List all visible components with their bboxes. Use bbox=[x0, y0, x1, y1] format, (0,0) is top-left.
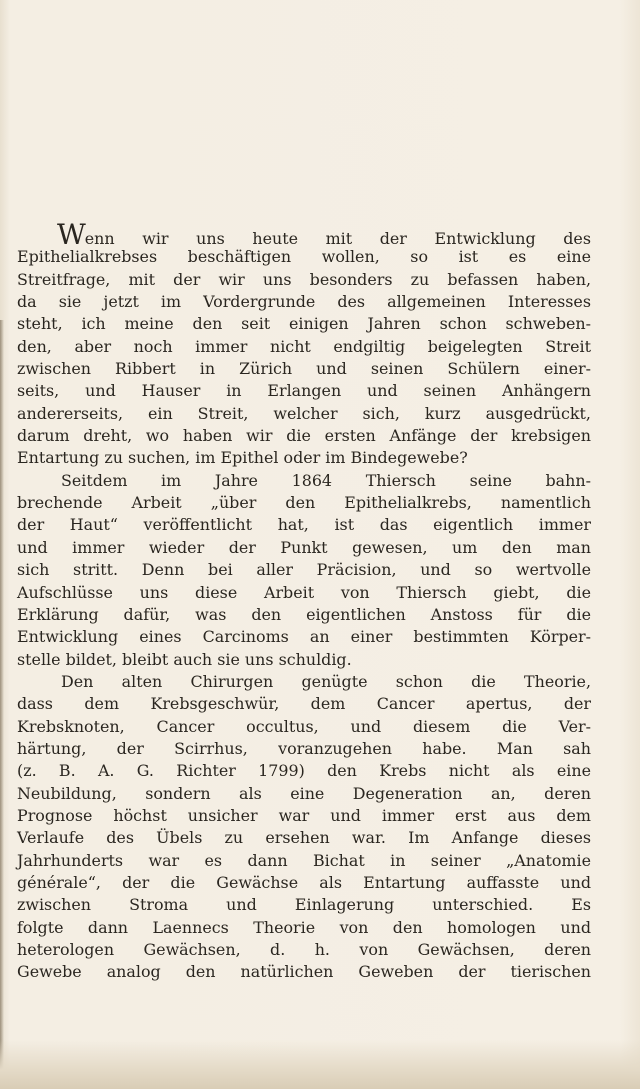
first-line-rest: enn wir uns heute mit der Entwicklung des bbox=[84, 229, 591, 248]
text-line: Prognose höchst unsicher war und immer erst aus dem bbox=[17, 805, 591, 825]
text-line: brechende Arbeit „über den Epithelialkrebs, namentlich bbox=[17, 493, 591, 513]
text-line bbox=[17, 218, 591, 251]
text-line: andererseits, ein Streit, welcher sich, kurz ausgedrückt, bbox=[17, 403, 591, 423]
text-line: seits, und Hauser in Erlangen und seinen Anhängern bbox=[17, 381, 591, 401]
text-line: zwischen Stroma und Einlagerung unterschied. Es bbox=[17, 895, 591, 915]
text-line: (z. B. A. G. Richter 1799) den Krebs nicht als eine bbox=[17, 761, 591, 781]
text-line: Entartung zu suchen, im Epithel oder im Bindegewebe? bbox=[17, 448, 468, 468]
text-line: Verlaufe des Übels zu ersehen war. Im Anfange dieses bbox=[17, 828, 591, 848]
text-line: folgte dann Laennecs Theorie von den homologen und bbox=[17, 917, 591, 937]
text-line: und immer wieder der Punkt gewesen, um den man bbox=[17, 537, 591, 557]
drop-initial: W bbox=[57, 218, 85, 251]
text-line: Erklärung dafür, was den eigentlichen Anstoss für die bbox=[17, 604, 591, 624]
text-line: zwischen Ribbert in Zürich und seinen Schülern einer- bbox=[17, 359, 591, 379]
text-line: härtung, der Scirrhus, voranzugehen habe. Man sah bbox=[17, 738, 591, 758]
text-line: darum dreht, wo haben wir die ersten Anfänge der krebsigen bbox=[17, 426, 591, 446]
text-line: générale“, der die Gewächse als Entartung auffasste und bbox=[17, 872, 591, 892]
text-line: Entwicklung eines Carcinoms an einer bestimmten Körper- bbox=[17, 627, 591, 647]
text-line: Seitdem im Jahre 1864 Thiersch seine bahn- bbox=[61, 470, 591, 490]
text-line: Den alten Chirurgen genügte schon die Theorie, bbox=[61, 671, 591, 691]
text-line: den, aber noch immer nicht endgiltig beigelegten Streit bbox=[17, 336, 591, 356]
text-line: heterologen Gewächsen, d. h. von Gewächsen, deren bbox=[17, 940, 591, 959]
text-line: Streitfrage, mit der wir uns besonders zu befassen haben, bbox=[17, 269, 591, 289]
text-line: dass dem Krebsgeschwür, dem Cancer apertus, der bbox=[17, 694, 591, 714]
text-line: Krebsknoten, Cancer occultus, und diesem die Ver- bbox=[17, 716, 591, 736]
text-line: stelle bildet, bleibt auch sie uns schuldig. bbox=[17, 649, 352, 669]
text-line: der Haut“ veröffentlicht hat, ist das eigentlich immer bbox=[17, 515, 591, 535]
text-line: Jahrhunderts war es dann Bichat in seiner „Anatomie bbox=[17, 850, 591, 870]
text-line: Aufschlüsse uns diese Arbeit von Thiersch giebt, die bbox=[17, 582, 591, 602]
text-line: sich stritt. Denn bei aller Präcision, und so wertvolle bbox=[17, 560, 591, 580]
page-bottom-edge bbox=[0, 1040, 640, 1089]
text-line: steht, ich meine den seit einigen Jahren schon schweben- bbox=[17, 314, 591, 334]
text-line: da sie jetzt im Vordergrunde des allgemeinen Interesses bbox=[17, 292, 591, 312]
text-line: Neubildung, sondern als eine Degeneration an, deren bbox=[17, 783, 591, 803]
body-text bbox=[17, 218, 591, 984]
text-line: Gewebe analog den natürlichen Geweben der tierischen bbox=[17, 962, 591, 982]
text-line: Epithelialkrebses beschäftigen wollen, so ist es eine bbox=[17, 247, 591, 267]
page-edge-shadow bbox=[0, 320, 4, 1080]
